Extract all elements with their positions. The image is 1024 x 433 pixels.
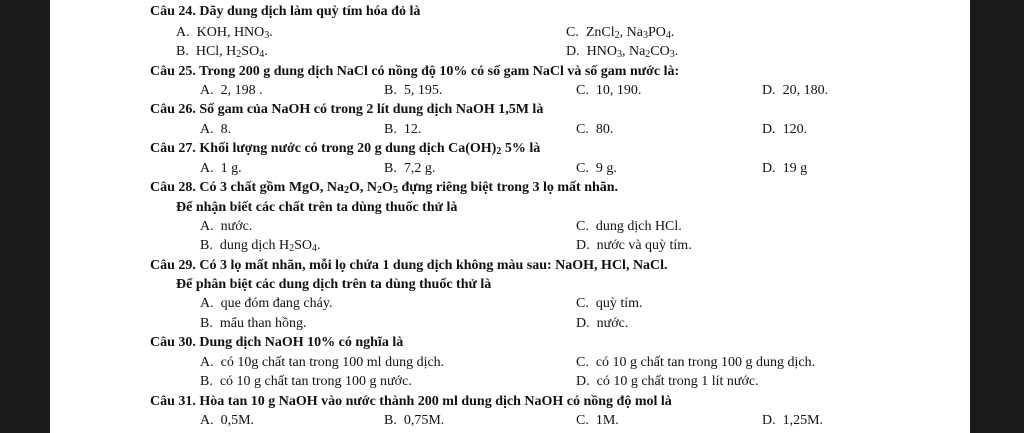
question-28-option-a: A. nước.: [200, 219, 253, 234]
question-30-option-d: D. có 10 g chất trong 1 lít nước.: [576, 374, 759, 389]
question-29-option-c: C. quỳ tím.: [576, 296, 643, 311]
question-25-stem: Câu 25. Trong 200 g dung dịch NaCl có nồng độ 10% có số gam NaCl và số gam nước là:: [150, 64, 680, 79]
question-30-stem: Câu 30. Dung dịch NaOH 10% có nghĩa là: [150, 335, 404, 350]
question-28-substem: Để nhận biết các chất trên ta dùng thuốc thử là: [176, 200, 458, 215]
question-29-stem: Câu 29. Có 3 lọ mất nhãn, mỗi lọ chứa 1 dung dịch không màu sau: NaOH, HCl, NaCl.: [150, 258, 668, 273]
document-page: [50, 0, 970, 433]
question-28-stem: Câu 28. Có 3 chất gồm MgO, $Na_2O$, $N_2O_5$ đựng riêng biệt trong 3 lọ mất nhãn.: [150, 180, 619, 196]
question-27-option-d: D. 19 g: [762, 161, 808, 176]
question-24-option-c: C. ZnCl$_2$, $Na_3PO_4$.: [566, 25, 675, 41]
question-31-option-b: B. 0,75M.: [384, 413, 445, 428]
question-27-stem: Câu 27. Khối lượng nước có trong 20 g dung dịch $Ca(OH)_2$ 5% là: [150, 141, 541, 157]
question-30-option-b: B. có 10 g chất tan trong 100 g nước.: [200, 374, 412, 389]
question-28-option-c: C. dung dịch HCl.: [576, 219, 682, 234]
question-25-option-a: A. 2, 198 .: [200, 83, 263, 98]
question-26-option-b: B. 12.: [384, 122, 422, 137]
question-30-option-a: A. có 10g chất tan trong 100 ml dung dịch.: [200, 355, 445, 370]
question-31-option-a: A. 0,5M.: [200, 413, 255, 428]
question-24-option-d: D. $HNO_3$, $Na_2CO_3$.: [566, 44, 679, 60]
question-29-option-a: A. que đóm đang cháy.: [200, 296, 333, 311]
question-25-option-d: D. 20, 180.: [762, 83, 829, 98]
question-26-option-c: C. 80.: [576, 122, 614, 137]
question-31-option-c: C. 1M.: [576, 413, 619, 428]
question-30-option-c: C. có 10 g chất tan trong 100 g dung dịch.: [576, 355, 816, 370]
question-28-option-b: B. dung dịch $H_2SO_4$.: [200, 238, 321, 254]
question-26-option-d: D. 120.: [762, 122, 808, 137]
question-25-option-b: B. 5, 195.: [384, 83, 443, 98]
question-24-option-a: A. KOH, $HNO_3$.: [176, 25, 273, 41]
question-26-stem: Câu 26. Số gam của NaOH có trong 2 lít dung dịch NaOH 1,5M là: [150, 102, 544, 117]
question-31-stem: Câu 31. Hòa tan 10 g NaOH vào nước thành 200 ml dung dịch NaOH có nồng độ mol là: [150, 394, 672, 409]
question-28-option-d: D. nước và quỳ tím.: [576, 238, 692, 253]
question-24-option-b: B. HCl, $H_2SO_4$.: [176, 44, 268, 60]
question-25-option-c: C. 10, 190.: [576, 83, 642, 98]
question-29-substem: Để phân biệt các dung dịch trên ta dùng thuốc thử là: [176, 277, 492, 292]
question-31-option-d: D. 1,25M.: [762, 413, 824, 428]
question-29-option-d: D. nước.: [576, 316, 629, 331]
question-24-stem: Câu 24. Dãy dung dịch làm quỳ tím hóa đỏ là: [150, 4, 421, 19]
question-27-option-a: A. 1 g.: [200, 161, 242, 176]
question-27-option-c: C. 9 g.: [576, 161, 617, 176]
question-26-option-a: A. 8.: [200, 122, 232, 137]
question-29-option-b: B. mẩu than hồng.: [200, 316, 307, 331]
question-27-option-b: B. 7,2 g.: [384, 161, 436, 176]
